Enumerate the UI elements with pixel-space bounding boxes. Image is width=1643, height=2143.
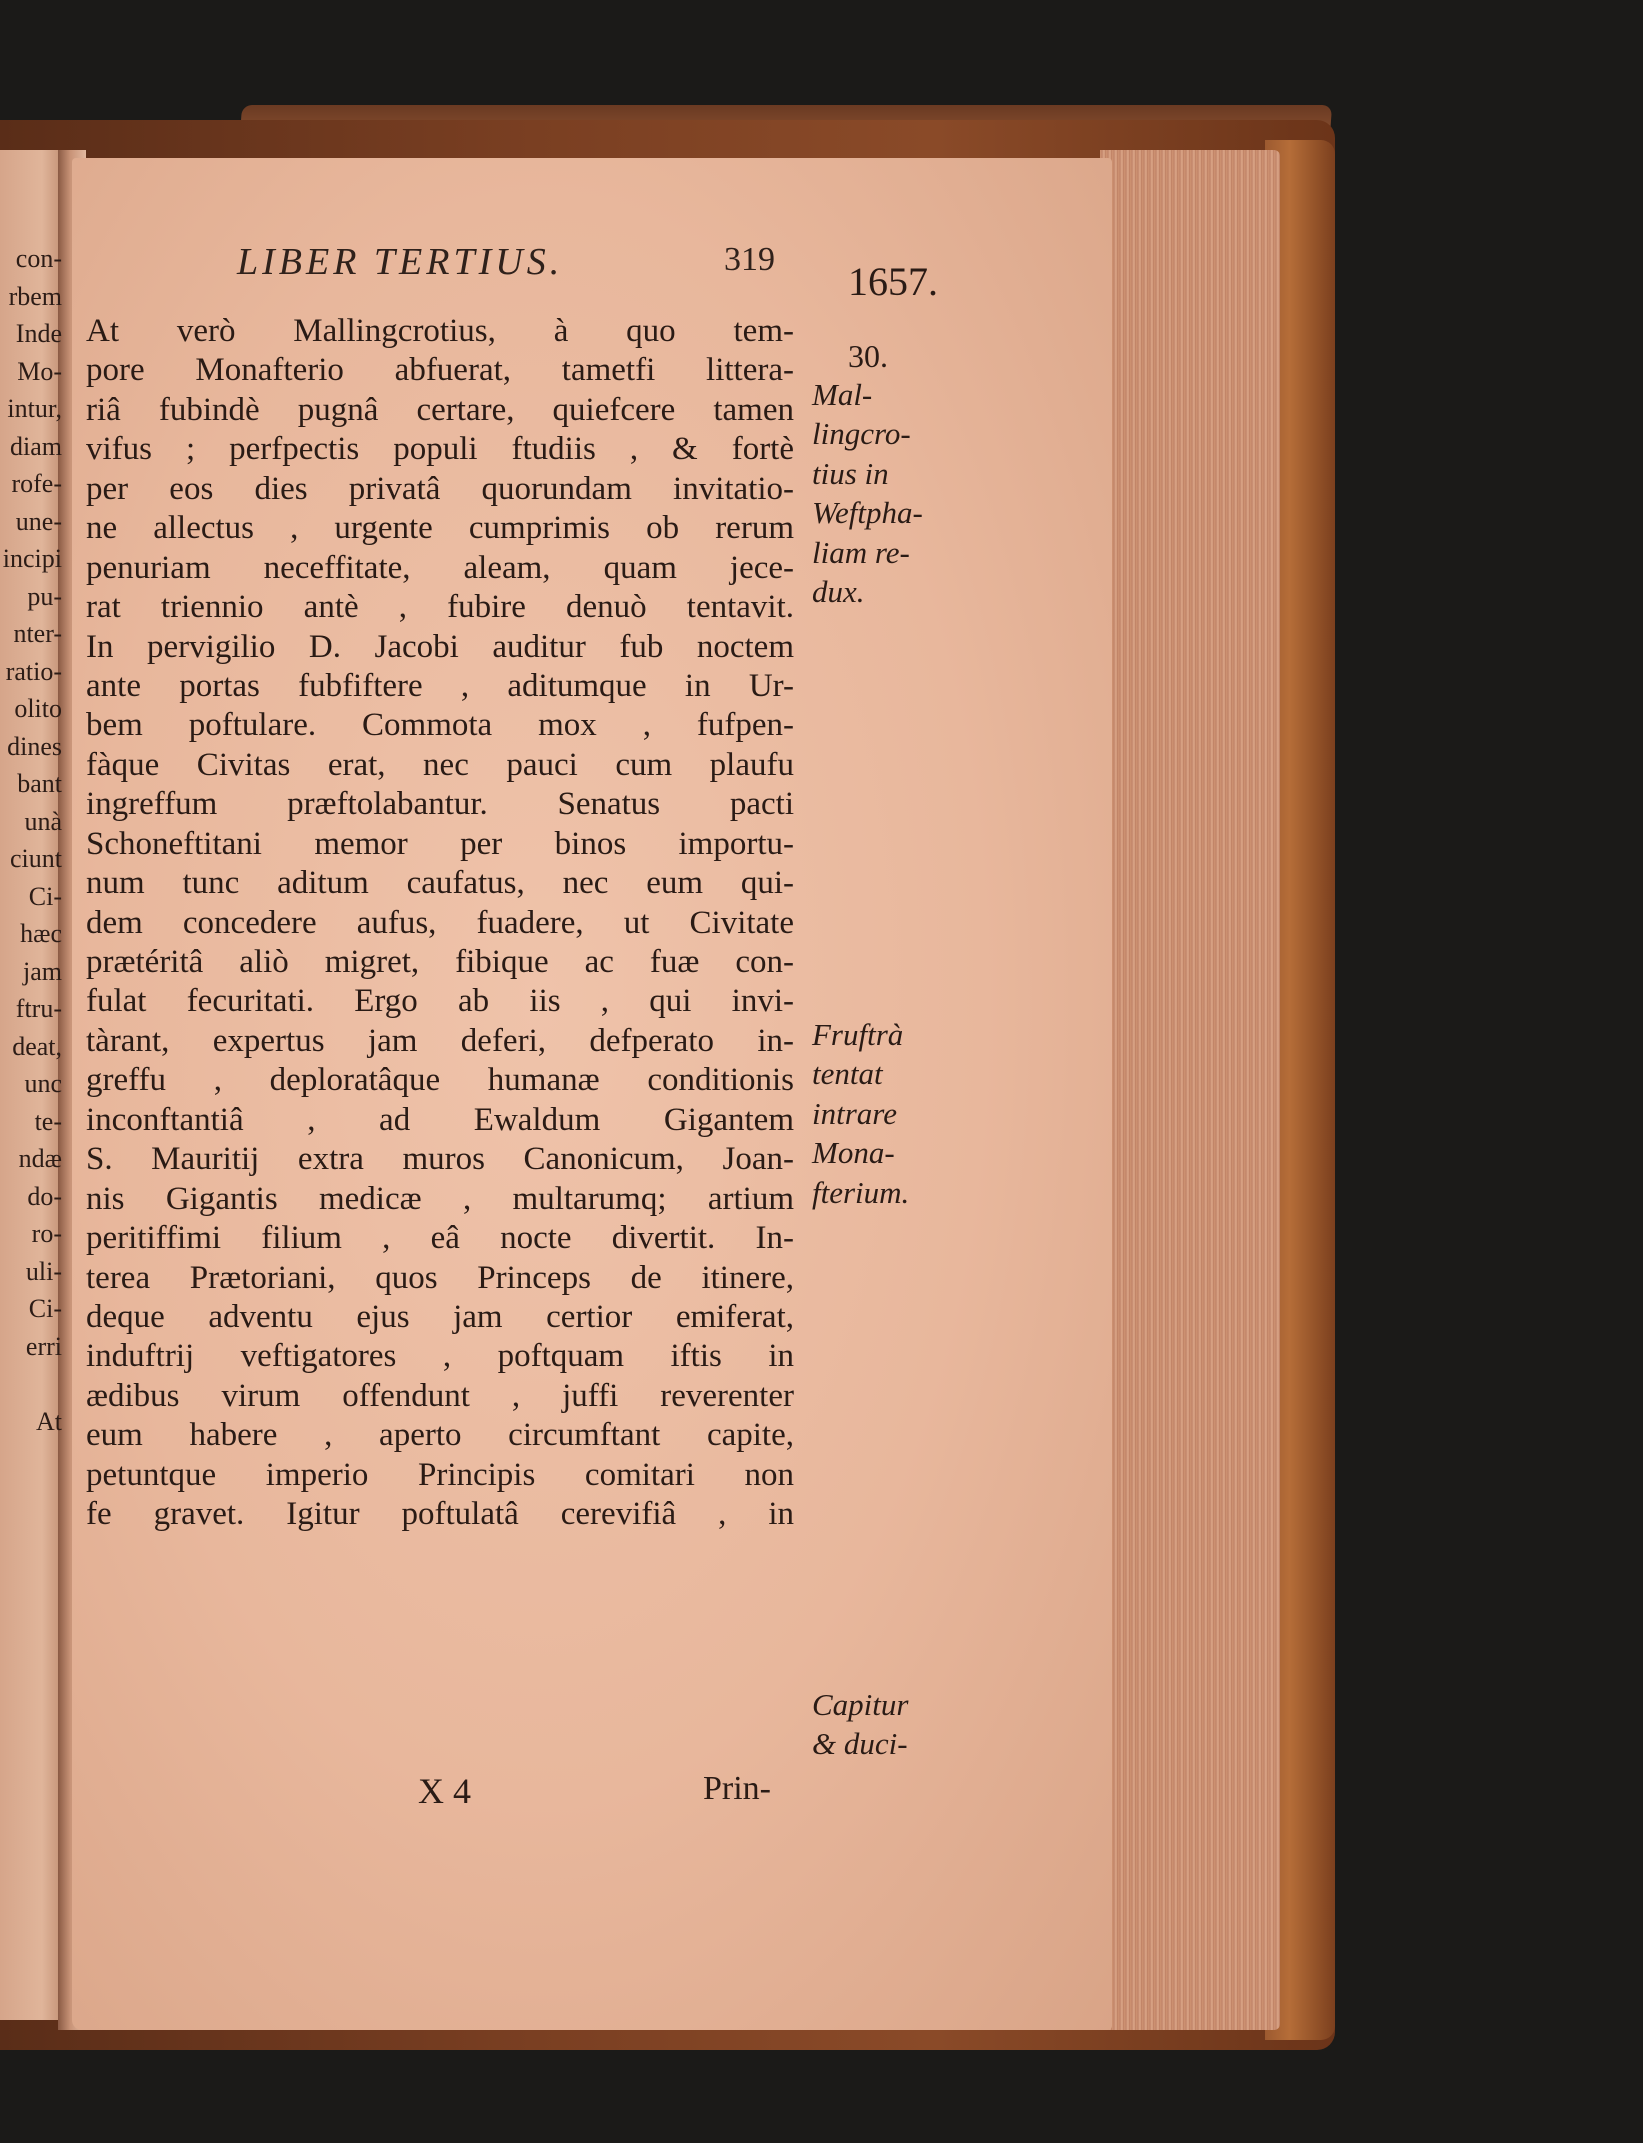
text-line: prætéritâ aliò migret, fibique ac fuæ con- xyxy=(86,944,794,980)
text-line: dem concedere aufus, fuadere, ut Civitate xyxy=(86,904,794,941)
year-note: 1657. xyxy=(848,259,938,304)
left-margin-fragment: ro- xyxy=(31,1219,62,1248)
left-margin-fragment xyxy=(0,1365,62,1403)
text-line: induftrij veftigatores , poftquam iftis in xyxy=(86,1338,794,1375)
side-note-line: liam re- xyxy=(812,534,910,570)
text-line: Schoneftitani memor per binos importu- xyxy=(86,825,794,862)
paragraph-number: 30. xyxy=(848,338,888,374)
left-margin-fragment: At xyxy=(36,1406,62,1436)
text-line: per eos dies privatâ quorundam invitatio- xyxy=(86,470,794,507)
left-margin-fragment: Inde xyxy=(15,319,62,348)
left-margin-fragment: dines xyxy=(7,731,62,761)
left-margin-fragment: hæc xyxy=(20,919,62,948)
catchword: Prin- xyxy=(703,1770,771,1807)
left-margin-fragment: olito xyxy=(14,694,62,723)
left-margin-fragment: Mo- xyxy=(17,356,62,386)
left-margin-fragment: con- xyxy=(15,244,62,273)
text-line: bem poftulare. Commota mox , fufpen- xyxy=(86,707,794,744)
left-margin-fragment: ndæ xyxy=(18,1144,62,1173)
text-line: nis Gigantis medicæ , multarumq; artium xyxy=(86,1180,794,1217)
left-margin-fragment: do- xyxy=(27,1181,62,1211)
left-page-margin-text xyxy=(0,240,62,1440)
text-line: ingreffum præftolabantur. Senatus pacti xyxy=(86,786,794,823)
left-margin-fragment: rofe- xyxy=(11,469,62,498)
text-line: tàrant, expertus jam deferi, defperato in- xyxy=(86,1022,794,1059)
side-note-line: fterium. xyxy=(812,1174,910,1210)
text-line: petuntque imperio Principis comitari non xyxy=(86,1456,794,1493)
left-margin-fragment: te- xyxy=(34,1106,62,1136)
side-note-1 xyxy=(812,375,923,612)
left-margin-fragment: erri xyxy=(25,1331,62,1361)
text-line: fulat fecuritati. Ergo ab iis , qui invi- xyxy=(86,983,794,1020)
text-line: peritiffimi filium , eâ nocte divertit. In- xyxy=(86,1220,794,1257)
side-note-line: Mal- xyxy=(812,377,873,412)
side-note-line: Capitur xyxy=(812,1687,909,1722)
text-line: fàque Civitas erat, nec pauci cum plaufu xyxy=(86,746,794,783)
left-margin-fragment: ftru- xyxy=(15,994,62,1023)
left-margin-fragment: ratio- xyxy=(5,656,62,686)
text-line: pore Monafterio abfuerat, tametfi littera- xyxy=(86,352,794,389)
text-line: In pervigilio D. Jacobi auditur fub noctem xyxy=(86,628,794,665)
text-line: num tunc aditum caufatus, nec eum qui- xyxy=(86,865,794,902)
side-note-line: tentat xyxy=(812,1056,883,1092)
side-note-line: Weftpha- xyxy=(812,495,923,531)
signature-mark: X 4 xyxy=(418,1771,471,1811)
text-line: vifus ; perfpectis populi ftudiis , & fortè xyxy=(86,431,794,468)
left-margin-fragment: bant xyxy=(17,769,62,798)
text-line: deque adventu ejus jam certior emiferat, xyxy=(86,1298,794,1335)
side-note-line: lingcro- xyxy=(812,416,911,452)
side-note-2 xyxy=(812,1015,909,1212)
text-line: fe gravet. Igitur poftulatâ cerevifiâ , in xyxy=(86,1496,794,1533)
left-margin-fragment: pu- xyxy=(27,581,62,611)
text-line: ante portas fubfiftere , aditumque in Ur- xyxy=(86,667,794,704)
body-text xyxy=(86,312,794,1535)
left-margin-fragment: Ci- xyxy=(28,881,62,911)
side-note-line: intrare xyxy=(812,1095,897,1131)
page-edges xyxy=(1100,150,1280,2030)
text-line: penuriam neceffitate, aleam, quam jece- xyxy=(86,549,794,586)
left-margin-fragment: incipi xyxy=(2,544,62,573)
side-note-line: & duci- xyxy=(812,1726,908,1762)
text-line: greffu , deploratâque humanæ conditionis xyxy=(86,1062,794,1099)
left-margin-fragment: unc xyxy=(24,1069,62,1098)
running-head: LIBER TERTIUS. xyxy=(237,241,564,283)
left-margin-fragment: deat, xyxy=(12,1031,62,1061)
side-note-line: Fruftrà xyxy=(812,1017,904,1052)
left-margin-fragment: uli- xyxy=(25,1256,62,1286)
left-margin-fragment: rbem xyxy=(8,281,62,311)
side-note-line: tius in xyxy=(812,455,889,491)
side-note-line: Mona- xyxy=(812,1135,895,1171)
left-margin-fragment: intur, xyxy=(7,394,62,423)
side-note-3 xyxy=(812,1685,908,1764)
page-number: 319 xyxy=(724,241,775,278)
left-margin-fragment: diam xyxy=(10,431,62,461)
text-line: eum habere , aperto circumftant capite, xyxy=(86,1417,794,1454)
text-line: rat triennio antè , fubire denuò tentavit. xyxy=(86,589,794,626)
text-line: terea Prætoriani, quos Princeps de itinere, xyxy=(86,1259,794,1296)
left-margin-fragment: nter- xyxy=(13,619,62,648)
left-margin-fragment: jam xyxy=(23,956,62,986)
text-line: S. Mauritij extra muros Canonicum, Joan- xyxy=(86,1141,794,1178)
left-margin-fragment: une- xyxy=(15,506,62,536)
left-margin-fragment: Ci- xyxy=(28,1294,62,1323)
left-margin-fragment: ciunt xyxy=(10,844,62,873)
text-line: ædibus virum offendunt , juffi reverenter xyxy=(86,1377,794,1414)
side-note-line: dux. xyxy=(812,574,865,610)
text-line: ne allectus , urgente cumprimis ob rerum xyxy=(86,510,794,547)
text-line: riâ fubindè pugnâ certare, quiefcere tamen xyxy=(86,391,794,428)
text-line: inconftantiâ , ad Ewaldum Gigantem xyxy=(86,1101,794,1138)
text-line: At verò Mallingcrotius, à quo tem- xyxy=(86,313,794,349)
left-margin-fragment: unà xyxy=(24,806,62,836)
